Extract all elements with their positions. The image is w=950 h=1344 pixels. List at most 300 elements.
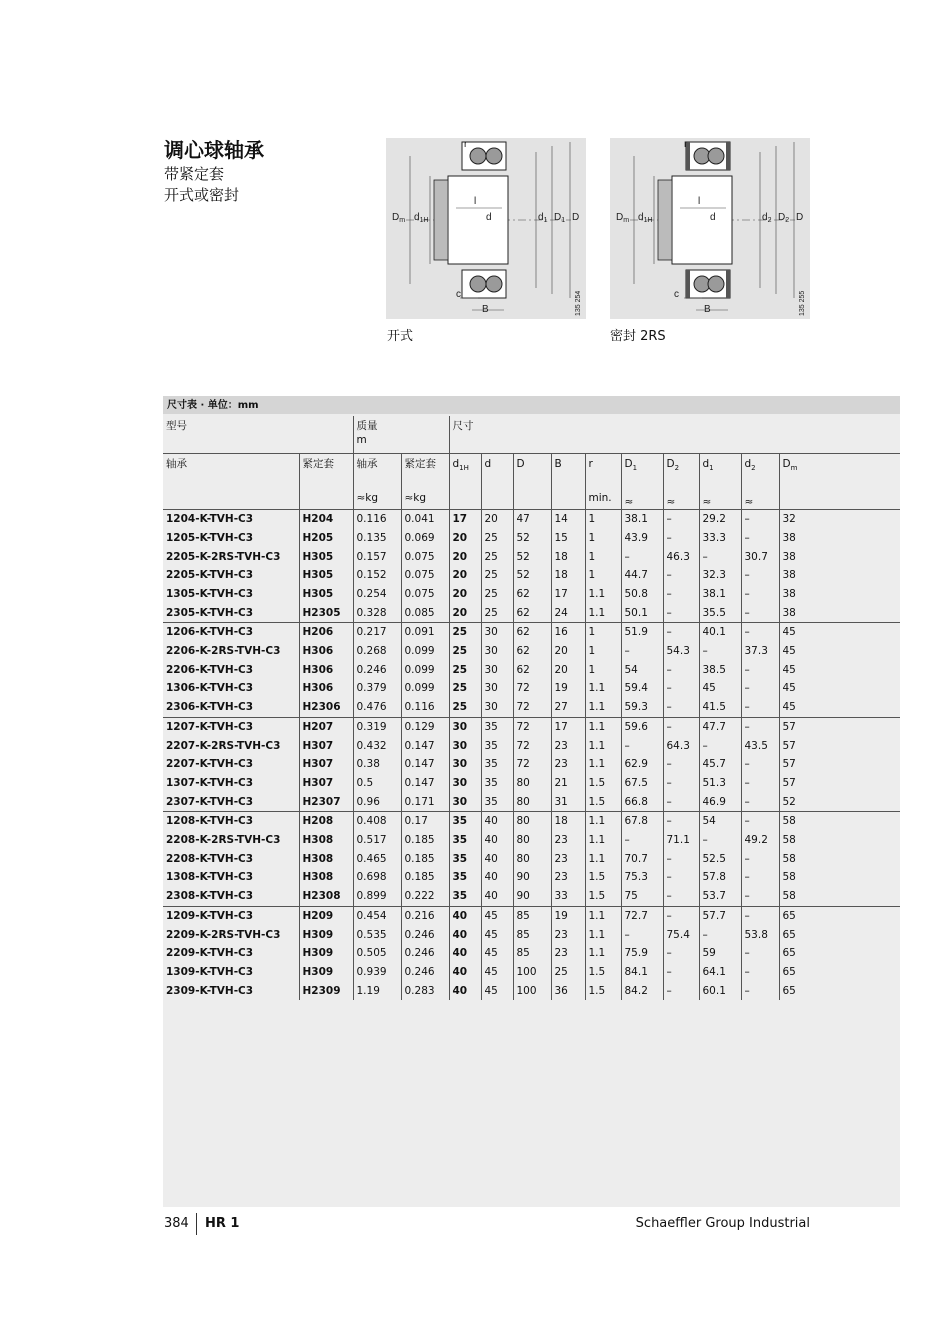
- table-cell: –: [621, 831, 663, 850]
- table-row: [163, 717, 900, 736]
- table-cell: 37.3: [741, 642, 779, 661]
- table-row: [163, 755, 900, 774]
- table-cell: –: [663, 717, 699, 736]
- table-cell: 65: [779, 982, 900, 1001]
- table-cell: 1.1: [585, 679, 621, 698]
- table-cell: 35: [481, 717, 513, 736]
- table-cell: 0.217: [353, 623, 401, 642]
- table-cell: H205: [299, 529, 353, 548]
- table-cell: H2308: [299, 887, 353, 906]
- table-cell: 45: [481, 906, 513, 925]
- fig2-code: 135 255: [799, 290, 806, 316]
- table-cell: 0.147: [401, 737, 449, 756]
- table-cell: 38: [779, 548, 900, 567]
- table-cell: 52: [513, 566, 551, 585]
- table-cell: 40: [481, 868, 513, 887]
- caption-open: 开式: [387, 329, 414, 344]
- table-cell: 52: [513, 548, 551, 567]
- footer-company: Schaeffler Group Industrial: [635, 1216, 810, 1231]
- table-cell: H206: [299, 623, 353, 642]
- table-cell: 38: [779, 585, 900, 604]
- table-cell: 1208-K-TVH-C3: [166, 815, 254, 828]
- table-cell: 65: [779, 926, 900, 945]
- table-cell: 1: [585, 548, 621, 567]
- header-d1h: $d_{1H}$: [449, 454, 481, 510]
- table-cell: 0.476: [353, 698, 401, 717]
- table-cell: 80: [513, 774, 551, 793]
- fig1-label-B: B: [482, 304, 489, 315]
- footer-page-number: 384: [164, 1216, 189, 1231]
- table-cell: 0.899: [353, 887, 401, 906]
- table-cell: –: [621, 642, 663, 661]
- table-cell: 64.3: [663, 737, 699, 756]
- table-cell: 35: [481, 737, 513, 756]
- table-cell: 0.535: [353, 926, 401, 945]
- table-cell: 1307-K-TVH-C3: [166, 776, 254, 789]
- table-row: [163, 812, 900, 831]
- table-cell: 0.454: [353, 906, 401, 925]
- table-cell: 52: [779, 793, 900, 812]
- table-cell: 0.246: [401, 963, 449, 982]
- table-cell: 45: [779, 642, 900, 661]
- table-row: [163, 623, 900, 642]
- table-cell: 0.246: [401, 944, 449, 963]
- table-cell: 25: [481, 604, 513, 623]
- table-cell: –: [741, 604, 779, 623]
- table-cell: 40.1: [699, 623, 741, 642]
- table-row: [163, 548, 900, 567]
- table-cell: 58: [779, 868, 900, 887]
- header-D: D: [513, 454, 551, 510]
- table-cell: 25: [449, 679, 481, 698]
- table-cell: 0.38: [353, 755, 401, 774]
- table-row: [163, 737, 900, 756]
- table-cell: 23: [551, 850, 585, 869]
- table-cell: 0.268: [353, 642, 401, 661]
- table-cell: 21: [551, 774, 585, 793]
- header-row-1: [163, 416, 900, 454]
- table-cell: 72: [513, 755, 551, 774]
- table-cell: 0.185: [401, 831, 449, 850]
- table-cell: 64.1: [699, 963, 741, 982]
- table-cell: 50.1: [621, 604, 663, 623]
- table-row: [163, 793, 900, 812]
- table-cell: 25: [481, 585, 513, 604]
- table-row: [163, 604, 900, 623]
- table-cell: 40: [449, 963, 481, 982]
- table-cell: –: [663, 906, 699, 925]
- table-cell: –: [741, 529, 779, 548]
- table-cell: –: [663, 623, 699, 642]
- table-cell: 1: [585, 642, 621, 661]
- table-cell: –: [663, 793, 699, 812]
- table-cell: 0.517: [353, 831, 401, 850]
- table-cell: 35: [481, 755, 513, 774]
- header-mass: 质量 m: [353, 416, 449, 454]
- table-cell: 1.5: [585, 982, 621, 1001]
- table-cell: 0.319: [353, 717, 401, 736]
- table-cell: 43.9: [621, 529, 663, 548]
- table-cell: 0.041: [401, 510, 449, 529]
- table-cell: 58: [779, 812, 900, 831]
- table-cell: 38: [779, 529, 900, 548]
- table-cell: 0.147: [401, 774, 449, 793]
- table-cell: 1308-K-TVH-C3: [166, 871, 254, 884]
- table-cell: 25: [449, 623, 481, 642]
- table-cell: 51.9: [621, 623, 663, 642]
- table-cell: 85: [513, 906, 551, 925]
- table-cell: 2206-K-TVH-C3: [166, 663, 254, 676]
- table-cell: 0.152: [353, 566, 401, 585]
- table-cell: 30: [449, 774, 481, 793]
- table-cell: 20: [481, 510, 513, 529]
- table-cell: 75.3: [621, 868, 663, 887]
- table-cell: –: [699, 642, 741, 661]
- table-cell: 57.8: [699, 868, 741, 887]
- table-cell: 45: [779, 679, 900, 698]
- table-cell: 18: [551, 566, 585, 585]
- table-cell: H207: [299, 717, 353, 736]
- table-cell: 80: [513, 793, 551, 812]
- table-cell: 40: [481, 812, 513, 831]
- table-cell: H307: [299, 755, 353, 774]
- table-cell: H305: [299, 566, 353, 585]
- header-Dm: $D_m$: [779, 454, 900, 510]
- header-model: 型号: [163, 416, 353, 454]
- header-d: d: [481, 454, 513, 510]
- table-cell: –: [663, 982, 699, 1001]
- table-cell: 1.5: [585, 774, 621, 793]
- table-cell: H309: [299, 926, 353, 945]
- table-cell: –: [741, 623, 779, 642]
- table-cell: –: [741, 944, 779, 963]
- header-sleeve: 紧定套: [299, 454, 353, 510]
- table-cell: 1.5: [585, 963, 621, 982]
- table-cell: 47: [513, 510, 551, 529]
- table-cell: –: [663, 868, 699, 887]
- table-cell: 0.246: [353, 661, 401, 680]
- table-cell: 30: [481, 698, 513, 717]
- table-cell: 45.7: [699, 755, 741, 774]
- table-cell: 100: [513, 963, 551, 982]
- table-cell: 1206-K-TVH-C3: [166, 626, 254, 639]
- table-cell: 80: [513, 850, 551, 869]
- table-cell: 1.1: [585, 737, 621, 756]
- table-cell: 53.8: [741, 926, 779, 945]
- table-cell: 24: [551, 604, 585, 623]
- table-cell: 1.1: [585, 906, 621, 925]
- table-row: [163, 529, 900, 548]
- table-cell: 35: [449, 831, 481, 850]
- table-cell: H2305: [299, 604, 353, 623]
- table-cell: 52: [513, 529, 551, 548]
- table-cell: 49.2: [741, 831, 779, 850]
- table-cell: 85: [513, 944, 551, 963]
- table-cell: 45: [481, 926, 513, 945]
- table-cell: 57: [779, 737, 900, 756]
- table-cell: 1306-K-TVH-C3: [166, 682, 254, 695]
- table-cell: –: [663, 510, 699, 529]
- table-cell: 0.698: [353, 868, 401, 887]
- table-cell: 2208-K-2RS-TVH-C3: [166, 834, 281, 847]
- table-cell: 0.099: [401, 679, 449, 698]
- table-cell: 0.116: [401, 698, 449, 717]
- table-cell: 2207-K-TVH-C3: [166, 758, 254, 771]
- table-cell: 84.2: [621, 982, 663, 1001]
- table-cell: 1.1: [585, 755, 621, 774]
- table-cell: 53.7: [699, 887, 741, 906]
- table-cell: –: [741, 793, 779, 812]
- table-cell: 45: [779, 623, 900, 642]
- table-cell: 90: [513, 868, 551, 887]
- table-cell: –: [741, 850, 779, 869]
- table-cell: 18: [551, 548, 585, 567]
- fig1-label-c: c: [456, 289, 461, 300]
- table-cell: 25: [481, 529, 513, 548]
- table-cell: 45: [481, 963, 513, 982]
- table-cell: H306: [299, 661, 353, 680]
- table-cell: 30.7: [741, 548, 779, 567]
- bearing-drawing-open: [386, 138, 586, 319]
- table-cell: 59: [699, 944, 741, 963]
- table-cell: 20: [551, 661, 585, 680]
- table-cell: 67.5: [621, 774, 663, 793]
- table-cell: 84.1: [621, 963, 663, 982]
- fig1-label-dm: $D_m$: [392, 212, 406, 224]
- table-cell: 40: [449, 944, 481, 963]
- table-cell: –: [663, 604, 699, 623]
- table-cell: 25: [481, 548, 513, 567]
- table-cell: 30: [481, 623, 513, 642]
- table-cell: 1209-K-TVH-C3: [166, 909, 254, 922]
- table-cell: 30: [481, 661, 513, 680]
- table-cell: 51.3: [699, 774, 741, 793]
- table-cell: 23: [551, 737, 585, 756]
- table-cell: –: [663, 698, 699, 717]
- table-cell: –: [741, 566, 779, 585]
- table-cell: 65: [779, 906, 900, 925]
- table-cell: 0.075: [401, 566, 449, 585]
- table-cell: 80: [513, 831, 551, 850]
- table-row: [163, 982, 900, 1001]
- table-cell: 30: [449, 793, 481, 812]
- table-row: [163, 906, 900, 925]
- table-cell: H308: [299, 850, 353, 869]
- table-cell: 46.3: [663, 548, 699, 567]
- table-cell: 0.96: [353, 793, 401, 812]
- table-cell: –: [663, 774, 699, 793]
- fig1-label-d: d: [486, 212, 492, 223]
- header-row-2: [163, 454, 900, 510]
- table-cell: 2205-K-TVH-C3: [166, 569, 254, 582]
- table-cell: 66.8: [621, 793, 663, 812]
- table-cell: 41.5: [699, 698, 741, 717]
- table-cell: 1.1: [585, 812, 621, 831]
- table-cell: 65: [779, 944, 900, 963]
- table-cell: 0.085: [401, 604, 449, 623]
- table-cell: 25: [449, 642, 481, 661]
- table-cell: –: [663, 661, 699, 680]
- table-cell: H209: [299, 906, 353, 925]
- table-cell: –: [741, 774, 779, 793]
- table-cell: H305: [299, 548, 353, 567]
- table-cell: 31: [551, 793, 585, 812]
- table-cell: 43.5: [741, 737, 779, 756]
- table-row: [163, 661, 900, 680]
- table-cell: 62: [513, 585, 551, 604]
- table-cell: 58: [779, 850, 900, 869]
- table-cell: 1.1: [585, 698, 621, 717]
- table-cell: 0.075: [401, 585, 449, 604]
- bearing-drawing-sealed: [610, 138, 810, 319]
- table-cell: –: [741, 868, 779, 887]
- table-cell: 1.1: [585, 850, 621, 869]
- table-cell: 75.4: [663, 926, 699, 945]
- table-cell: 57: [779, 755, 900, 774]
- table-cell: 1.5: [585, 868, 621, 887]
- table-cell: 70.7: [621, 850, 663, 869]
- table-cell: 1.5: [585, 793, 621, 812]
- table-cell: 0.069: [401, 529, 449, 548]
- table-cell: 71.1: [663, 831, 699, 850]
- table-cell: 1: [585, 510, 621, 529]
- table-cell: 25: [449, 698, 481, 717]
- table-cell: 50.8: [621, 585, 663, 604]
- table-row: [163, 868, 900, 887]
- table-cell: 54: [621, 661, 663, 680]
- table-cell: 16: [551, 623, 585, 642]
- table-cell: H306: [299, 679, 353, 698]
- table-cell: 0.135: [353, 529, 401, 548]
- table-cell: 2209-K-2RS-TVH-C3: [166, 928, 281, 941]
- table-row: [163, 963, 900, 982]
- fig1-label-D: D: [572, 212, 580, 223]
- table-cell: H308: [299, 868, 353, 887]
- table-cell: 67.8: [621, 812, 663, 831]
- table-cell: 35: [481, 774, 513, 793]
- dimension-table-area: [163, 396, 900, 1207]
- table-cell: 0.465: [353, 850, 401, 869]
- table-cell: –: [741, 585, 779, 604]
- table-cell: –: [663, 850, 699, 869]
- header-D1: $D_1$ ≈: [621, 454, 663, 510]
- table-cell: –: [741, 963, 779, 982]
- table-cell: 0.432: [353, 737, 401, 756]
- table-cell: 60.1: [699, 982, 741, 1001]
- table-cell: 1.1: [585, 944, 621, 963]
- table-cell: 38.1: [621, 510, 663, 529]
- fig2-label-B: B: [704, 304, 711, 315]
- fig1-label-d1: $d_1$: [538, 212, 548, 224]
- table-cell: 1204-K-TVH-C3: [166, 513, 254, 526]
- table-cell: –: [699, 548, 741, 567]
- table-cell: H2307: [299, 793, 353, 812]
- table-cell: –: [741, 812, 779, 831]
- table-cell: 0.246: [401, 926, 449, 945]
- fig1-label-D1: $D_1$: [554, 212, 566, 224]
- table-cell: 46.9: [699, 793, 741, 812]
- table-cell: 32: [779, 510, 900, 529]
- table-row: [163, 887, 900, 906]
- table-cell: 30: [449, 737, 481, 756]
- table-cell: 1.1: [585, 604, 621, 623]
- table-cell: 23: [551, 926, 585, 945]
- table-cell: 15: [551, 529, 585, 548]
- table-cell: 58: [779, 831, 900, 850]
- table-row: [163, 585, 900, 604]
- header-d2: $d_2$ ≈: [741, 454, 779, 510]
- table-cell: 62.9: [621, 755, 663, 774]
- table-cell: 38.5: [699, 661, 741, 680]
- table-cell: 40: [449, 982, 481, 1001]
- table-cell: –: [741, 982, 779, 1001]
- table-cell: –: [621, 548, 663, 567]
- table-cell: 1.1: [585, 717, 621, 736]
- table-cell: 0.099: [401, 661, 449, 680]
- footer-separator: [196, 1213, 197, 1235]
- table-row: [163, 944, 900, 963]
- table-cell: 0.157: [353, 548, 401, 567]
- table-cell: 0.505: [353, 944, 401, 963]
- table-cell: 17: [551, 585, 585, 604]
- table-cell: 0.379: [353, 679, 401, 698]
- table-cell: 20: [449, 566, 481, 585]
- table-cell: 1305-K-TVH-C3: [166, 587, 254, 600]
- table-cell: 20: [449, 604, 481, 623]
- subtitle-line-2: 开式或密封: [164, 186, 240, 204]
- table-cell: 19: [551, 679, 585, 698]
- table-cell: H308: [299, 831, 353, 850]
- header-d1: $d_1$ ≈: [699, 454, 741, 510]
- table-row: [163, 850, 900, 869]
- table-cell: 1.1: [585, 831, 621, 850]
- table-cell: 1.1: [585, 926, 621, 945]
- table-cell: –: [741, 679, 779, 698]
- table-cell: 0.5: [353, 774, 401, 793]
- table-cell: 0.254: [353, 585, 401, 604]
- table-cell: 0.185: [401, 868, 449, 887]
- table-cell: 20: [449, 585, 481, 604]
- table-cell: 72.7: [621, 906, 663, 925]
- table-cell: 2308-K-TVH-C3: [163, 887, 299, 906]
- fig2-label-r: r: [684, 139, 688, 150]
- table-cell: 1: [585, 661, 621, 680]
- table-cell: 2309-K-TVH-C3: [166, 984, 254, 997]
- table-cell: 40: [449, 906, 481, 925]
- table-cell: –: [699, 926, 741, 945]
- table-cell: –: [741, 887, 779, 906]
- table-cell: 0.216: [401, 906, 449, 925]
- table-cell: –: [663, 963, 699, 982]
- table-cell: 0.408: [353, 812, 401, 831]
- table-cell: 27: [551, 698, 585, 717]
- table-cell: –: [663, 566, 699, 585]
- table-cell: 1: [585, 566, 621, 585]
- fig2-label-c: c: [674, 289, 679, 300]
- table-cell: 45: [481, 982, 513, 1001]
- table-row: [163, 642, 900, 661]
- table-cell: 0.099: [401, 642, 449, 661]
- table-cell: 2209-K-TVH-C3: [166, 947, 254, 960]
- table-cell: 72: [513, 698, 551, 717]
- table-cell: 17: [449, 510, 481, 529]
- table-cell: 1: [585, 623, 621, 642]
- table-row: [163, 510, 900, 529]
- table-row: [163, 831, 900, 850]
- table-cell: 54: [699, 812, 741, 831]
- table-cell: 25: [551, 963, 585, 982]
- table-cell: –: [663, 944, 699, 963]
